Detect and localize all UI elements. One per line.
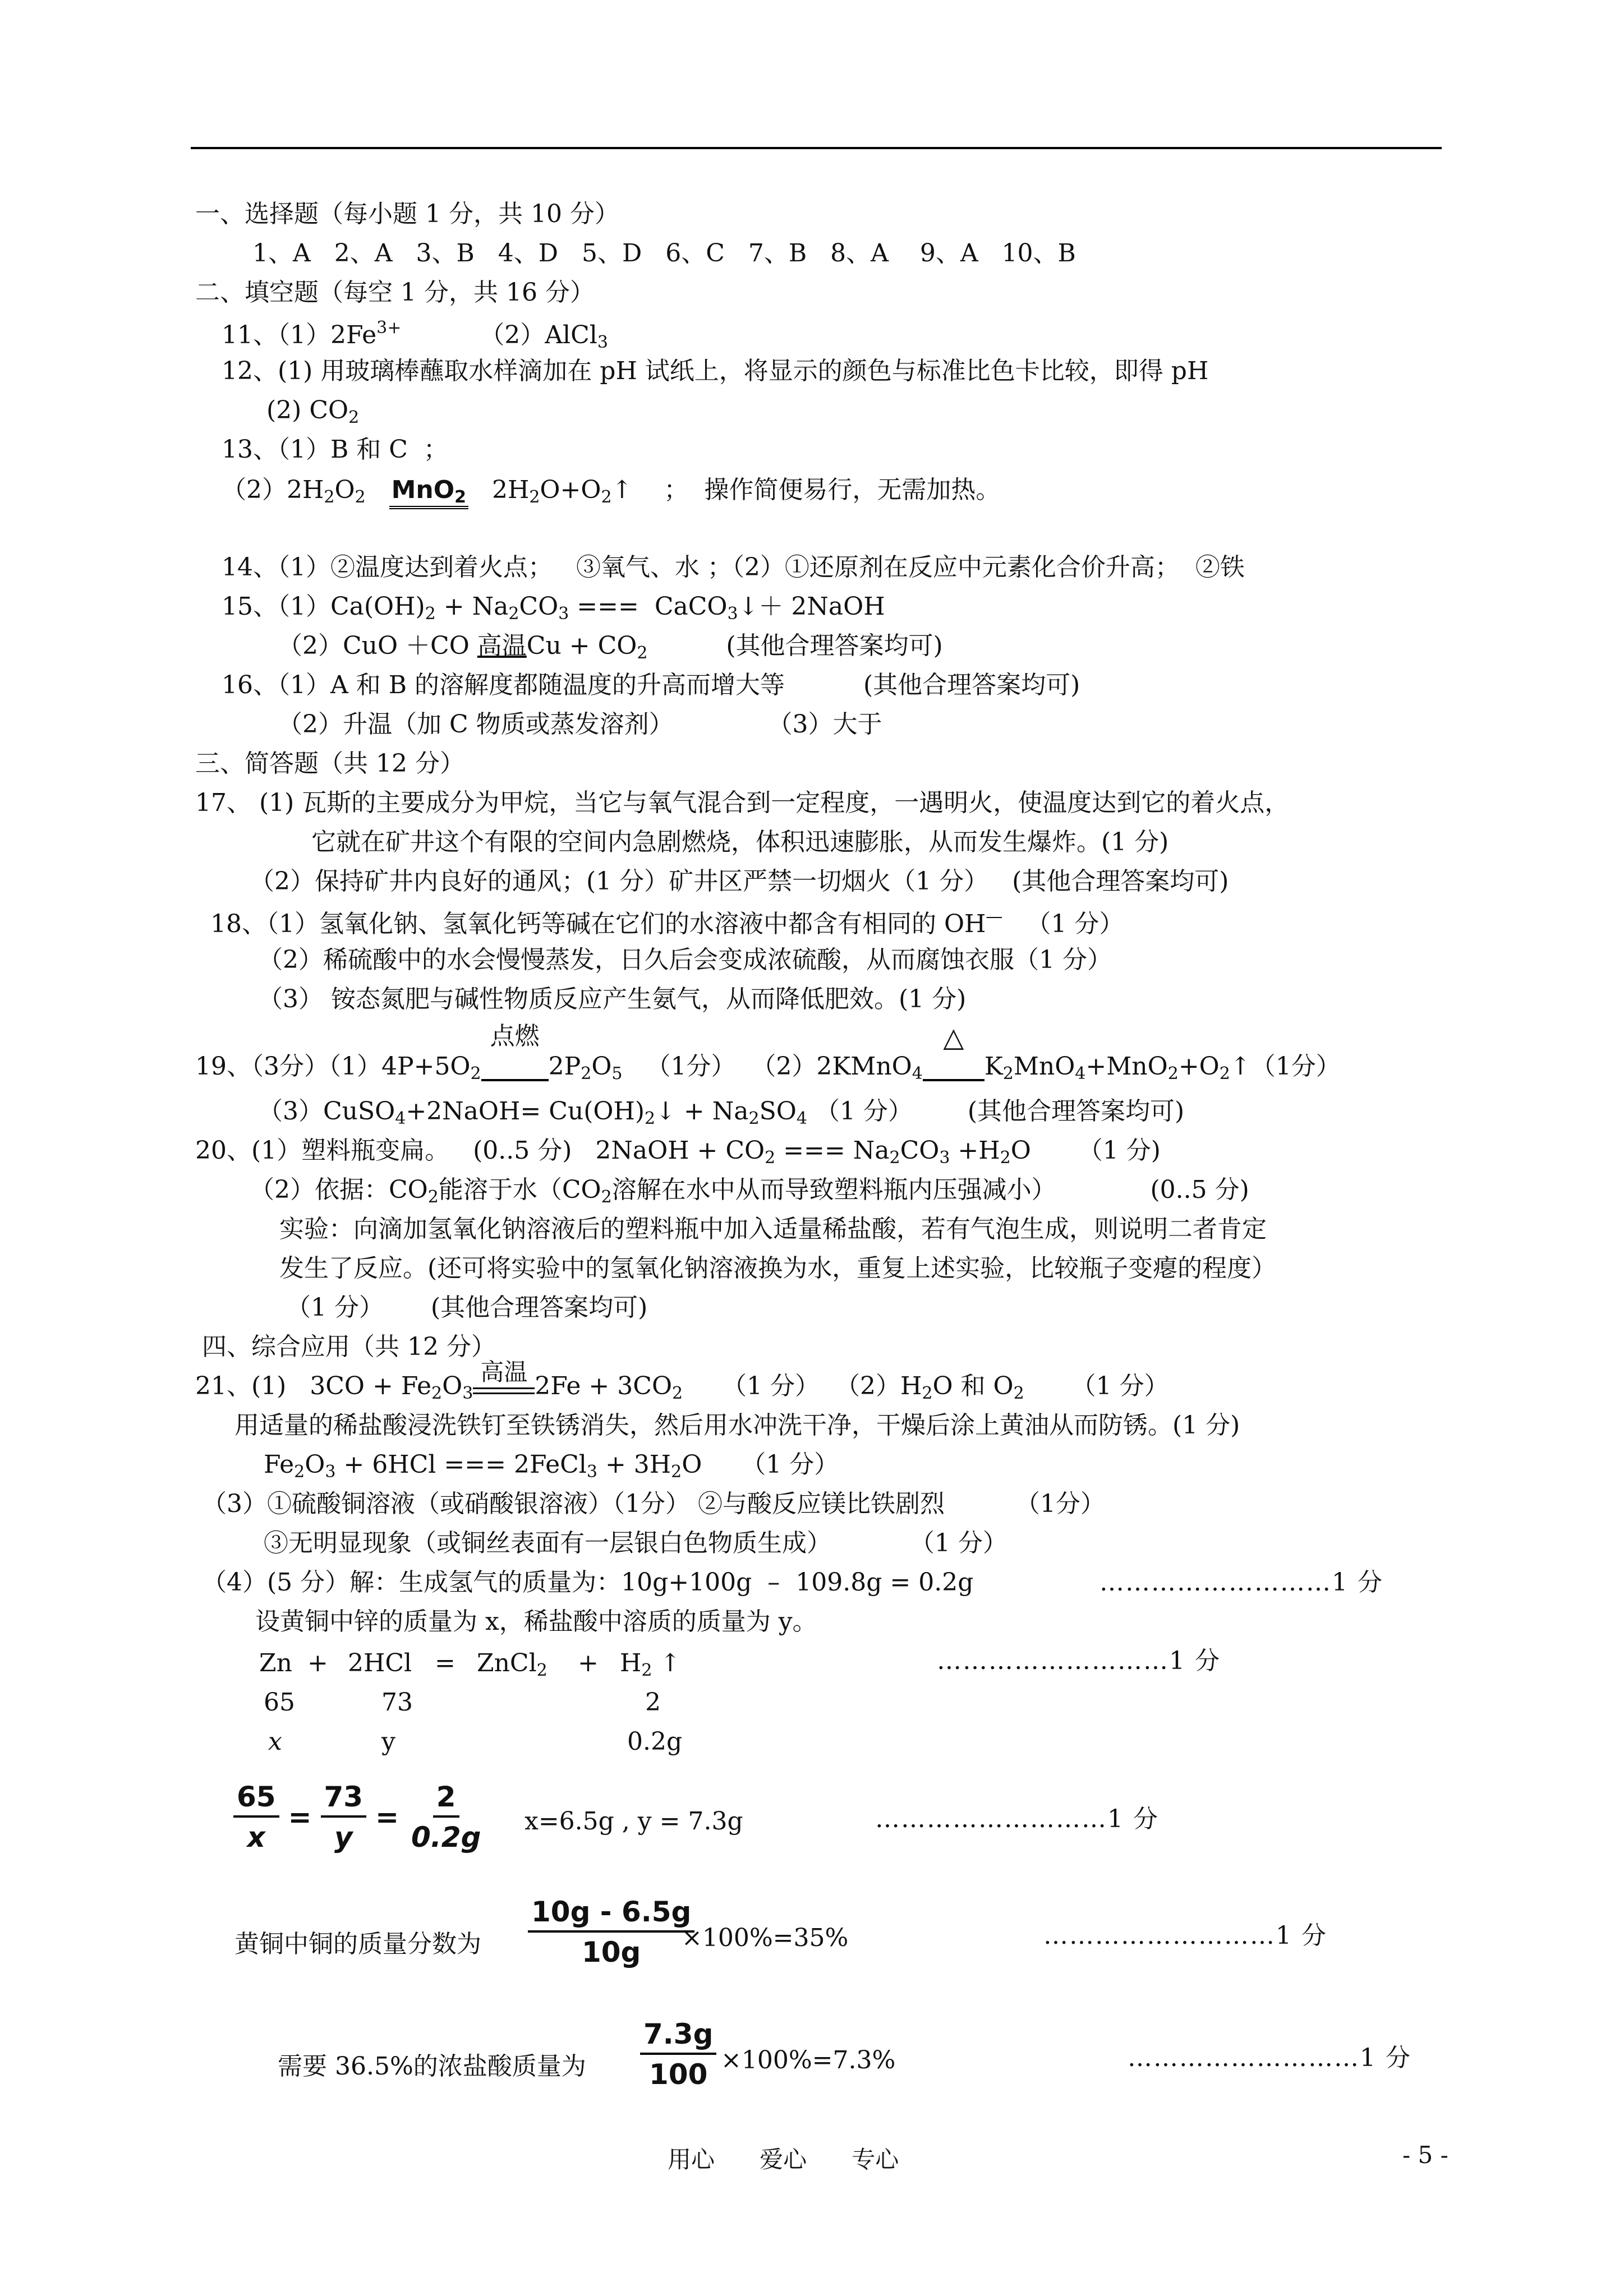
score-dots-2: ………………………1 分	[937, 1647, 1221, 1675]
q21-3: $Fe_2O_3 + 6HCl$ === 2FeCl$_3$ + $3H_2O$ （1 分）	[264, 1450, 839, 1482]
q17-1b: 它就在矿井这个有限的空间内急剧燃烧，体积迅速膨胀，从而发生爆炸。(1 分)	[311, 828, 1169, 856]
score-dots-1: ………………………1 分	[1099, 1568, 1383, 1597]
q17-1: 17、 (1) 瓦斯的主要成分为甲烷，当它与氧气混合到一定程度，一遇明火，使温度达到它的着火点，	[195, 789, 1290, 817]
q18-3: （3） 铵态氮肥与碱性物质反应产生氨气，从而降低肥效。(1 分)	[258, 985, 967, 1013]
eq-plus-2: +	[578, 1649, 599, 1677]
score-dots-5: ………………………1 分	[1128, 2044, 1411, 2072]
footer-motto: 用心 爱心 专心	[668, 2146, 899, 2173]
hcl-mass-result: ×100%=7.3%	[721, 2046, 896, 2074]
q20-2: （2）依据：$CO_2$能溶于水（$CO_2$溶解在水中从而导致塑料瓶内压强减小） (0..5 分)	[250, 1175, 1249, 1207]
q21-4: （3）①硫酸铜溶液（或硝酸银溶液）（1分） ②与酸反应镁比铁剧烈 （1分）	[202, 1490, 1105, 1518]
score-dots-4: ………………………1 分	[1043, 1921, 1327, 1950]
eq-h2: $H_2$ ↑	[620, 1649, 681, 1680]
q16-2: （2）升温（加 C 物质或蒸发溶剂） （3）大于	[278, 710, 882, 739]
section-3-title: 三、简答题（共 12 分）	[195, 749, 464, 778]
var-x: x	[268, 1727, 282, 1756]
q15-1: 15、$(1)Ca(OH)_2 + Na_2CO_3$ === CaCO$_3$↓＋ 2NaOH	[222, 592, 885, 624]
section-4-title: 四、综合应用（共 12 分）	[202, 1333, 496, 1361]
page-number: - 5 -	[1402, 2141, 1448, 2169]
section-1-title: 一、选择题（每小题 1 分，共 10 分）	[195, 200, 619, 228]
q19-1: 19、（3分）$(1)4P+5O_2$ 点燃 $2P_2O_5$ （1分） （2）2KMnO$_4$ △ $K_2MnO_4+MnO_2+O_2↑(1$分）	[195, 1022, 1341, 1084]
copper-fraction-label: 黄铜中铜的质量分数为	[234, 1930, 481, 1958]
var-0-2g: 0.2g	[627, 1727, 683, 1756]
q18-1: 18、（1）氢氧化钠、氢氧化钙等碱在它们的水溶液中都含有相同的 OH— （1 分）	[210, 907, 1124, 938]
q19-3: （3）CuSO$_4$+2NaOH= $Cu(OH)_2↓ + Na_2SO_4$ （1 分） (其他合理答案均可)	[258, 1097, 1185, 1128]
choice-answers: 1、A 2、A 3、B 4、D 5、D 6、C 7、B 8、A 9、A 10、B	[252, 239, 1076, 268]
eq-zncl2: ZnCl$_2$	[477, 1649, 548, 1680]
result-xy: x=6.5g , y = 7.3g	[525, 1807, 743, 1836]
mass-73: 73	[381, 1688, 413, 1717]
q11: 11、$(1)2Fe^{3+}$ （2）AlCl$_3$	[222, 318, 608, 352]
copper-fraction-result: ×100%=35%	[682, 1924, 849, 1952]
mass-65: 65	[264, 1688, 295, 1717]
fraction-73-y: $\frac{73}{y}$	[321, 1781, 367, 1854]
q13-1: 13、（1）B 和 C ；	[222, 435, 448, 464]
eq-equals: =	[435, 1649, 456, 1677]
header-rule	[191, 147, 1442, 149]
q21-1: 21、(1) $3CO + Fe_2O_3$ 高温 $2Fe + 3CO_2$ （1 分） $(2)H_2O$ 和 $O_2$ （1 分）	[195, 1358, 1169, 1403]
section-2-title: 二、填空题（每空 1 分，共 16 分）	[195, 278, 595, 307]
q13-2: $(2)2H_2O_2$ MnO$_2$ $2H_2O+O_2↑$ ； 操作简便易行，无需加热。	[222, 478, 1000, 509]
var-y: y	[381, 1727, 395, 1756]
hcl-fraction: 7.3g 100	[637, 2018, 720, 2091]
mass-2: 2	[645, 1688, 661, 1717]
q21-7: 设黄铜中锌的质量为 x，稀盐酸中溶质的质量为 y。	[255, 1607, 817, 1636]
q18-2: （2）稀硫酸中的水会慢慢蒸发，日久后会变成浓硫酸，从而腐蚀衣服（1 分）	[258, 946, 1112, 974]
score-dots-3: ………………………1 分	[875, 1805, 1159, 1833]
q20-5: （1 分） (其他合理答案均可)	[286, 1293, 648, 1322]
q12-1: 12、(1) 用玻璃棒蘸取水样滴加在 pH 试纸上，将显示的颜色与标准比色卡比较，即得 pH	[222, 357, 1209, 385]
fraction-65-x: $\frac{65}{x}$	[233, 1781, 279, 1854]
q20-4: 发生了反应。(还可将实验中的氢氧化钠溶液换为水，重复上述实验，比较瓶子变瘪的程度）	[279, 1254, 1277, 1283]
q20-1: 20、(1）塑料瓶变扁。 (0..5 分) 2NaOH + $CO_2$ === $Na_2CO_3 +H_2O$ （1 分)	[195, 1136, 1161, 1168]
eq-plus-1: +	[307, 1649, 328, 1677]
proportion-equation: $\frac{65}{x}$ = $\frac{73}{y}$ = $\frac{2}{0.2g}$	[230, 1781, 487, 1854]
q14: 14、（1）②温度达到着火点； ③氧气、水 ；（2）①还原剂在反应中元素化合价升高； ②铁	[222, 553, 1245, 582]
q21-5: ③无明显现象（或铜丝表面有一层银白色物质生成） （1 分）	[264, 1529, 1007, 1557]
q16-1: 16、（1）A 和 B 的溶解度都随温度的升高而增大等 (其他合理答案均可)	[222, 671, 1080, 699]
q17-2: （2）保持矿井内良好的通风；(1 分）矿井区严禁一切烟火（1 分） (其他合理答案均可)	[250, 867, 1229, 896]
q15-2: （2）CuO ＋CO 高温$Cu + CO_2$ (其他合理答案均可)	[278, 631, 943, 663]
copper-fraction: 10g - 6.5g 10g	[525, 1896, 698, 1968]
eq-hcl: 2HCl	[348, 1649, 412, 1677]
hcl-mass-label: 需要 36.5%的浓盐酸质量为	[278, 2052, 586, 2081]
q20-3: 实验：向滴加氢氧化钠溶液后的塑料瓶中加入适量稀盐酸，若有气泡生成，则说明二者肯定	[279, 1215, 1267, 1243]
q12-2: (2) $CO_2$	[266, 396, 360, 427]
eq-zn: Zn	[259, 1649, 292, 1677]
q21-2: 用适量的稀盐酸浸洗铁钉至铁锈消失，然后用水冲洗干净，干燥后涂上黄油从而防锈。(1 分)	[234, 1411, 1240, 1440]
fraction-2-0-2g: $\frac{2}{0.2g}$	[411, 1781, 481, 1854]
q21-6: （4）(5 分）解：生成氢气的质量为：10g+100g – 109.8g = 0.2g	[202, 1568, 974, 1597]
